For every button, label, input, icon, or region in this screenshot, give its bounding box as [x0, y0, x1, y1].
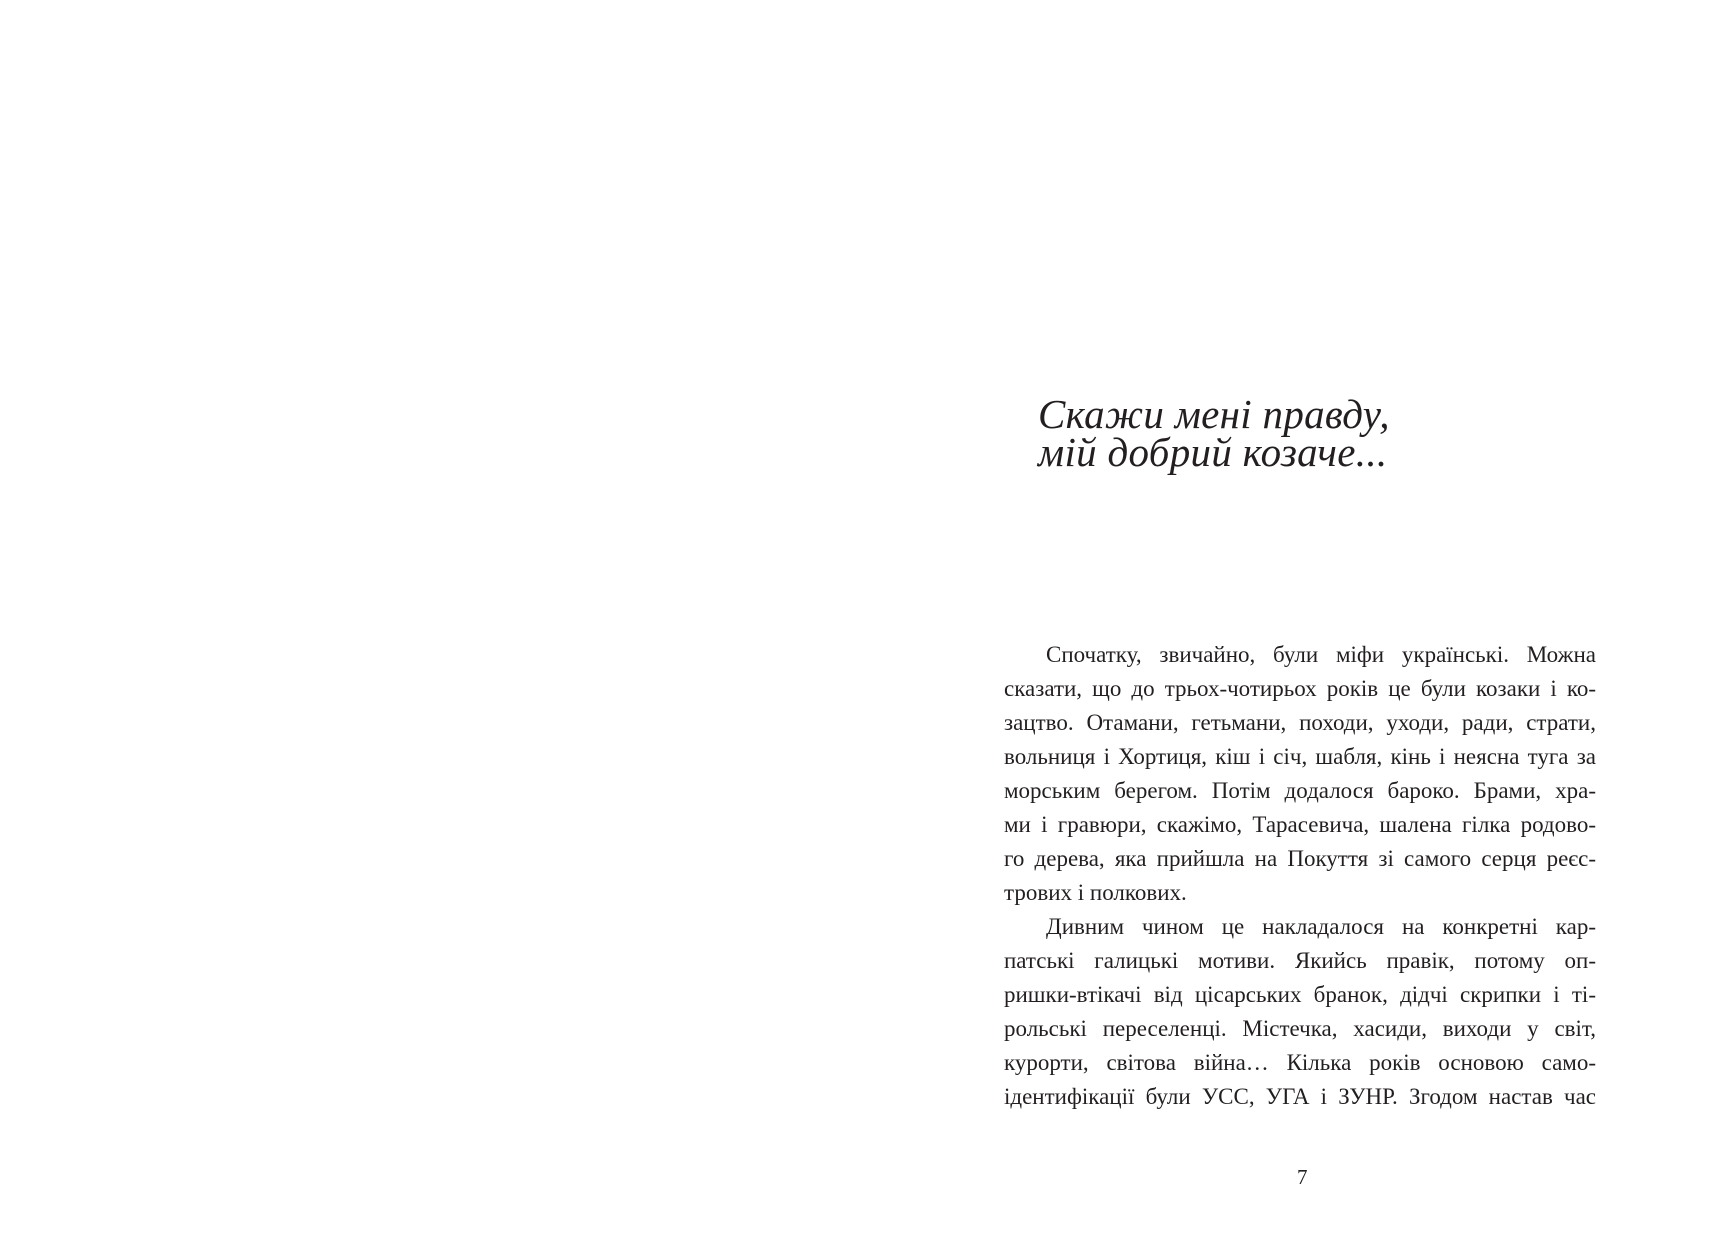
body-line: зацтво. Отамани, гетьмани, походи, уходи, ради, страти,	[1004, 710, 1596, 735]
body-text	[1004, 638, 1596, 1114]
body-line: вольниця і Хортиця, кіш і січ, шабля, кінь і неясна туга за	[1004, 744, 1597, 769]
body-line: сказати, що до трьох-чотирьох років це були козаки і ко-	[1004, 676, 1597, 701]
body-line: курорти, світова війна… Кілька років основою само-	[1004, 1050, 1596, 1075]
body-line: Дивним чином це накладалося на конкретні кар-	[1046, 914, 1596, 939]
left-page-blank	[0, 0, 856, 1258]
body-line: Спочатку, звичайно, були міфи українські. Можна	[1046, 642, 1596, 667]
page-number: 7	[1297, 1165, 1308, 1189]
body-line: ідентифікації були УСС, УГА і ЗУНР. Згодом настав час	[1004, 1084, 1596, 1109]
body-line: го дерева, яка прийшла на Покуття зі самого серця реєс-	[1004, 846, 1597, 871]
body-line: морським берегом. Потім додалося бароко. Брами, хра-	[1004, 778, 1597, 803]
right-page	[856, 0, 1713, 1258]
body-line: патські галицькі мотиви. Якийсь правік, потому оп-	[1004, 948, 1597, 973]
chapter-title	[1038, 391, 1390, 475]
chapter-title-line-2: мій добрий козаче...	[1038, 429, 1388, 475]
body-line: рольські переселенці. Містечка, хасиди, виходи у світ,	[1004, 1016, 1596, 1041]
body-line: трових і полкових.	[1004, 880, 1187, 905]
body-line: ришки-втікачі від цісарських бранок, дідчі скрипки і ті-	[1004, 982, 1596, 1007]
chapter-title-line-1: Скажи мені правду,	[1038, 391, 1390, 437]
body-line: ми і гравюри, скажімо, Тарасевича, шалена гілка родово-	[1004, 812, 1596, 837]
